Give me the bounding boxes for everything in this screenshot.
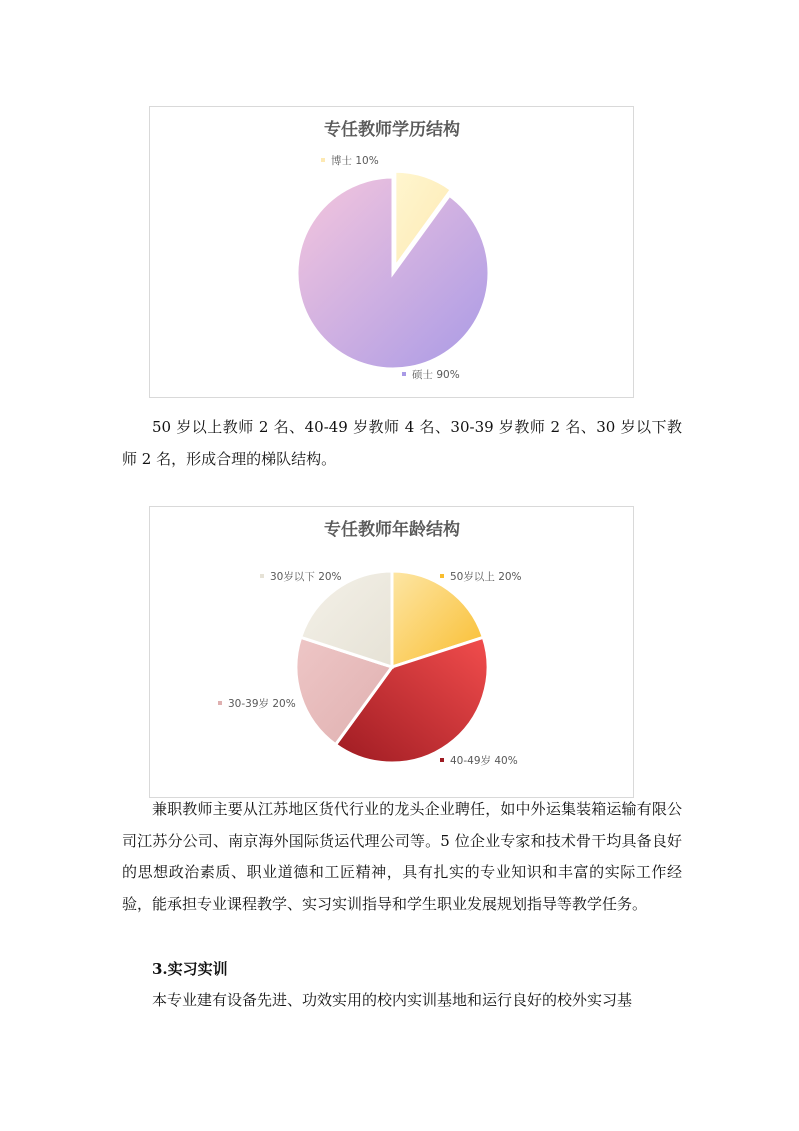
data-label-40-49岁: 40-49岁 40%: [450, 755, 518, 767]
legend-marker-30-39岁: [218, 701, 222, 705]
legend-marker-30岁以下: [260, 574, 264, 578]
education-pie-chart: [149, 106, 634, 398]
data-label-30-39岁: 30-39岁 20%: [228, 698, 296, 710]
data-label-硕士: 硕士 90%: [412, 369, 460, 381]
chart-title: 专任教师年龄结构: [324, 520, 460, 540]
data-label-50岁以上: 50岁以上 20%: [450, 571, 522, 583]
pie-slice-硕士: [297, 177, 489, 369]
chart-title: 专任教师学历结构: [324, 120, 460, 140]
legend-marker-硕士: [402, 372, 406, 376]
data-label-博士: 博士 10%: [331, 155, 379, 167]
age-summary-paragraph: 50 岁以上教师 2 名、40-49 岁教师 4 名、30-39 岁教师 2 名、30 岁以下教师 2 名，形成合理的梯队结构。: [122, 418, 682, 468]
section-heading-internship: 3.实习实训: [152, 960, 228, 978]
legend-marker-博士: [321, 158, 325, 162]
legend-marker-40-49岁: [440, 758, 444, 762]
internship-paragraph: 本专业建有设备先进、功效实用的校内实训基地和运行良好的校外实习基: [152, 991, 633, 1009]
data-label-30岁以下: 30岁以下 20%: [270, 571, 342, 583]
part-time-teachers-paragraph: 兼职教师主要从江苏地区货代行业的龙头企业聘任，如中外运集装箱运输有限公司江苏分公司、南京海外国际货运代理公司等。5 位企业专家和技术骨干均具备良好的思想政治素质、职业道德和工匠精神，具有扎实的专业知识和丰富的实际工作经验，能承担专业课程教学、实习实训指导和学生职业发展规划指导等教学任务。: [122, 800, 682, 913]
age-pie-chart: [149, 506, 634, 798]
legend-marker-50岁以上: [440, 574, 444, 578]
